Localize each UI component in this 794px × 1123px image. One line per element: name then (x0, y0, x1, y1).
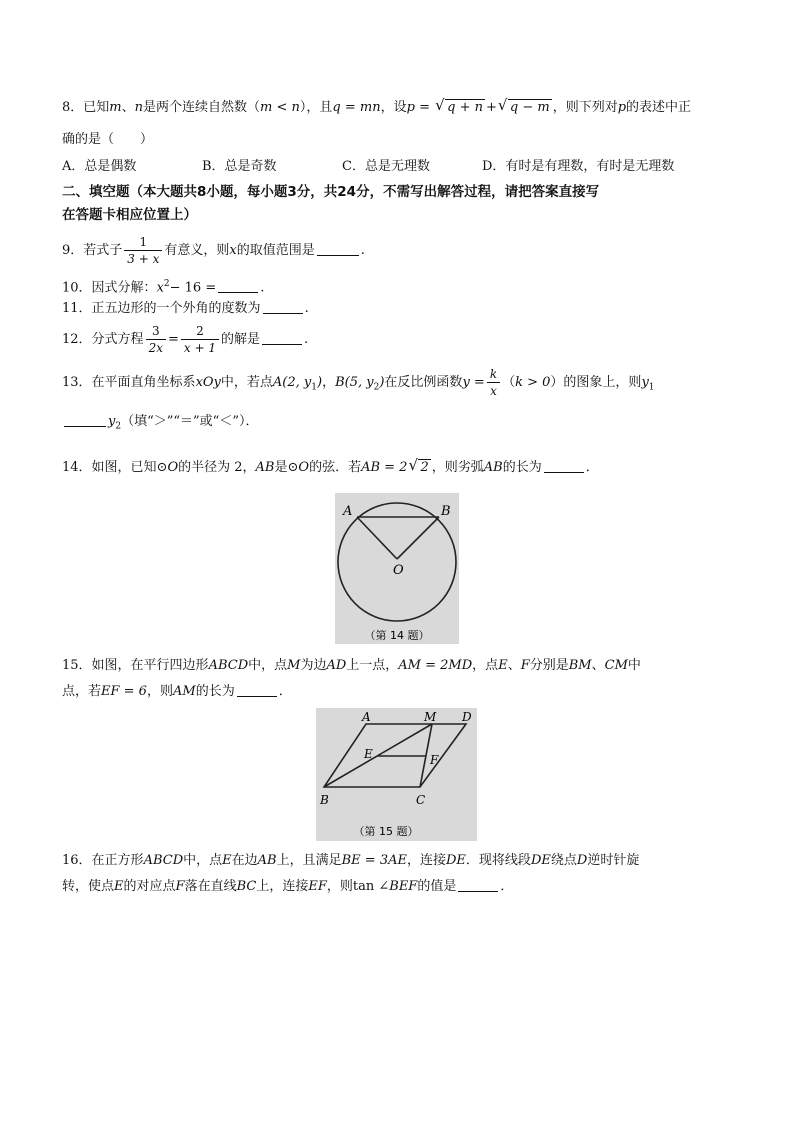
q11-answer-blank[interactable] (263, 299, 303, 314)
q8-number: 8． (62, 100, 84, 115)
q8-option-d: D．有时是有理数，有时是无理数 (482, 159, 675, 174)
q13-line1: 13．在平面直角坐标系xOy中，若点A(2, $y_1$)，B(5, $y_2$)在反比例函数y = $\frac{k}{x}$ （k > 0）的图象上，则$y_1$ (62, 367, 655, 398)
q8-option-b: B．总是奇数 (202, 159, 277, 174)
label-a: A (343, 504, 353, 519)
q8-option-c: C．总是无理数 (342, 159, 430, 174)
label-a: A (362, 710, 371, 724)
label-b: B (320, 793, 329, 807)
q12-fraction-right: $\frac{2}{x + 1}$ (181, 323, 219, 356)
q15-answer-blank[interactable] (237, 682, 277, 697)
section2-heading-line1: 二、填空题（本大题共8小题，每小题3分，共24分，不需写出解答过程，请把答案直接写 (62, 184, 600, 200)
q8-sqrt1: √ q + n (435, 96, 483, 115)
q15-caption: （第 15 题） (353, 825, 419, 838)
label-d: D (462, 710, 472, 724)
q8-line1: 8．已知m、n是两个连续自然数（m < n），且q = mn，设p = √ q + n + √ q − m ，则下列对p的表述中正 (62, 98, 732, 118)
q16-line1: 16．在正方形ABCD中，点E在边AB上，且满足BE = 3AE，连接DE．现将线段DE绕点D逆时针旋 (62, 853, 640, 868)
q9-answer-blank[interactable] (317, 241, 359, 256)
section2-heading-line2: 在答题卡相应位置上） (62, 207, 197, 223)
q12: 12．分式方程 $\frac{3}{2x}$ = $\frac{2}{x + 1}$ 的解是 . (62, 324, 309, 355)
q8-sqrt2: √ q − m (497, 96, 550, 115)
q8-options (62, 157, 732, 177)
q14-figure (335, 493, 459, 644)
label-b: B (441, 504, 451, 519)
q14: 14．如图，已知⊙O的半径为 2，AB是⊙O的弦．若AB = 2 √ 2 ，则劣弧AB的长为 ． (62, 458, 732, 478)
q12-answer-blank[interactable] (262, 330, 302, 345)
label-e: E (364, 747, 373, 761)
q9: 9．若式子 $\frac{1}{3 + x}$ 有意义，则x的取值范围是 . (62, 235, 365, 266)
q11: 11．正五边形的一个外角的度数为 . (62, 301, 309, 316)
label-f: F (430, 753, 439, 767)
q8-option-a: A．总是偶数 (62, 159, 137, 174)
label-o: O (393, 563, 404, 578)
q15-figure (316, 708, 477, 841)
q14-caption: （第 14 题） (364, 629, 430, 642)
label-c: C (416, 793, 426, 807)
q13-fraction: $\frac{k}{x}$ (487, 366, 500, 399)
q15-parallelogram-diagram (316, 708, 477, 841)
circle-o (338, 503, 456, 621)
radius-oa (357, 517, 397, 559)
q9-fraction: $\frac{1}{3 + x}$ (124, 234, 162, 267)
q13-answer-blank[interactable] (64, 412, 106, 427)
q10-answer-blank[interactable] (218, 278, 258, 293)
q14-circle-diagram (335, 493, 459, 644)
q8-line2: 确的是（ ） (62, 132, 154, 147)
label-m: M (424, 710, 437, 724)
q14-sqrt: √ 2 (408, 456, 429, 475)
q14-answer-blank[interactable] (544, 458, 584, 473)
q16-line2: 转，使点E的对应点F落在直线BC上，连接EF，则tan ∠BEF的值是 ． (62, 879, 514, 894)
q12-fraction-left: $\frac{3}{2x}$ (146, 323, 166, 356)
radius-ob (397, 517, 439, 559)
q15-line2: 点，若EF = 6，则AM的长为 ． (62, 684, 292, 699)
q15-line1: 15．如图，在平行四边形ABCD中，点M为边AD上一点，AM = 2MD，点E、F分别是BM、CM中 (62, 658, 641, 673)
q10: 10．因式分解：$x^2- 16$ = . (62, 279, 265, 296)
q16-answer-blank[interactable] (458, 877, 498, 892)
q13-line2: $y_2$（填“＞”“＝”或“＜”）． (62, 412, 732, 437)
